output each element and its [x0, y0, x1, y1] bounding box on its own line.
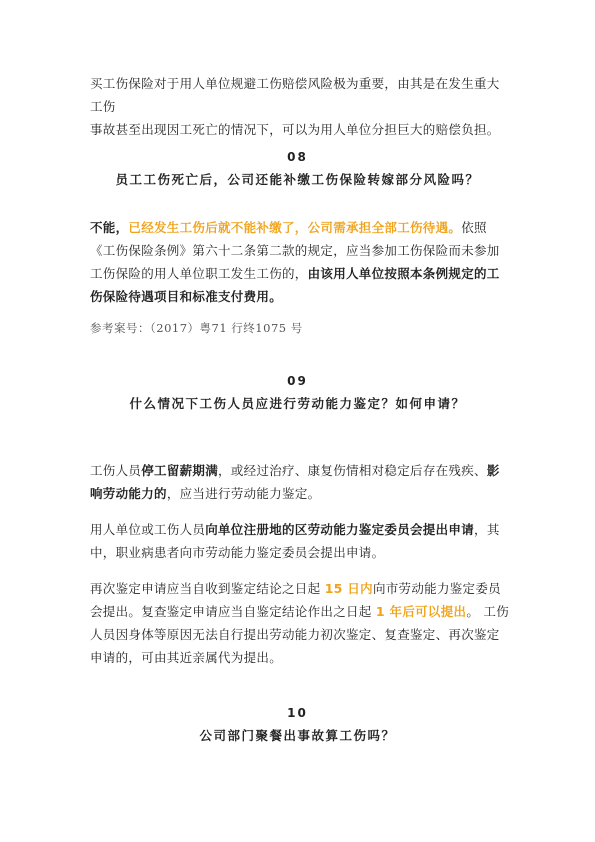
section-08-question: 员工工伤死亡后，公司还能补缴工伤保险转嫁部分风险吗？	[115, 172, 480, 187]
text-span: 用人单位或工伤人员	[90, 522, 206, 537]
section-09-paragraph-3	[90, 577, 510, 669]
section-10-question: 公司部门聚餐出事故算工伤吗？	[199, 728, 396, 743]
text-span: 向市劳动能力鉴定委员会提出。复查鉴定申请应当自鉴定结论作出之日起	[90, 581, 501, 619]
highlight-span: 1 年后可以提出	[375, 604, 467, 619]
intro-line-1: 买工伤保险对于用人单位规避工伤赔偿风险极为重要，由其是在发生重大工伤	[90, 76, 500, 114]
text-span: ，应当进行劳动能力鉴定。	[166, 486, 321, 501]
reference-case-number: 参考案号：（2017）粤71 行终1075 号	[90, 321, 303, 335]
section-09-paragraph-1	[90, 459, 510, 505]
text-span: 工伤人员	[90, 463, 142, 478]
answer-no: 不能，	[90, 220, 129, 235]
section-09-question: 什么情况下工伤人员应进行劳动能力鉴定？如何申请？	[129, 396, 466, 411]
text-span: 再次鉴定申请应当自收到鉴定结论之日起	[90, 581, 325, 596]
section-08-answer	[90, 216, 510, 308]
section-10-number: 10	[287, 706, 308, 720]
intro-paragraph	[90, 72, 510, 141]
section-08-number: 08	[287, 150, 308, 164]
text-span: ，或经过治疗、康复伤情相对稳定后存在残疾、	[218, 463, 487, 478]
bold-span: 向单位注册地的区劳动能力鉴定委员会提出申请	[205, 522, 475, 537]
text-span: ，其中，职业病患者向市劳动能力鉴定委员会提出申请。	[90, 522, 500, 560]
answer-bold: 由该用人单位按照本条例规定的工伤保险待遇项目和标准支付费用。	[90, 266, 500, 304]
answer-text: 依照《工伤保险条例》第六十二条第二款的规定，应当参加工伤保险而未参加工伤保险的用人单位职工发生工伤的，	[90, 220, 500, 281]
bold-span: 停工留薪期满	[141, 463, 219, 478]
section-09-number: 09	[287, 374, 308, 388]
bold-span: 影响劳动能力的	[90, 463, 500, 501]
intro-line-2: 事故甚至出现因工死亡的情况下，可以为用人单位分担巨大的赔偿负担。	[90, 122, 500, 137]
section-09-paragraph-2	[90, 518, 510, 564]
text-span: 。 工伤人员因身体等原因无法自行提出劳动能力初次鉴定、复查鉴定、再次鉴定申请的，可由其近亲属代为提出。	[90, 604, 510, 665]
highlight-span: 15 日内	[324, 581, 373, 596]
answer-highlight: 已经发生工伤后就不能补缴了，公司需承担全部工伤待遇。	[128, 220, 462, 235]
